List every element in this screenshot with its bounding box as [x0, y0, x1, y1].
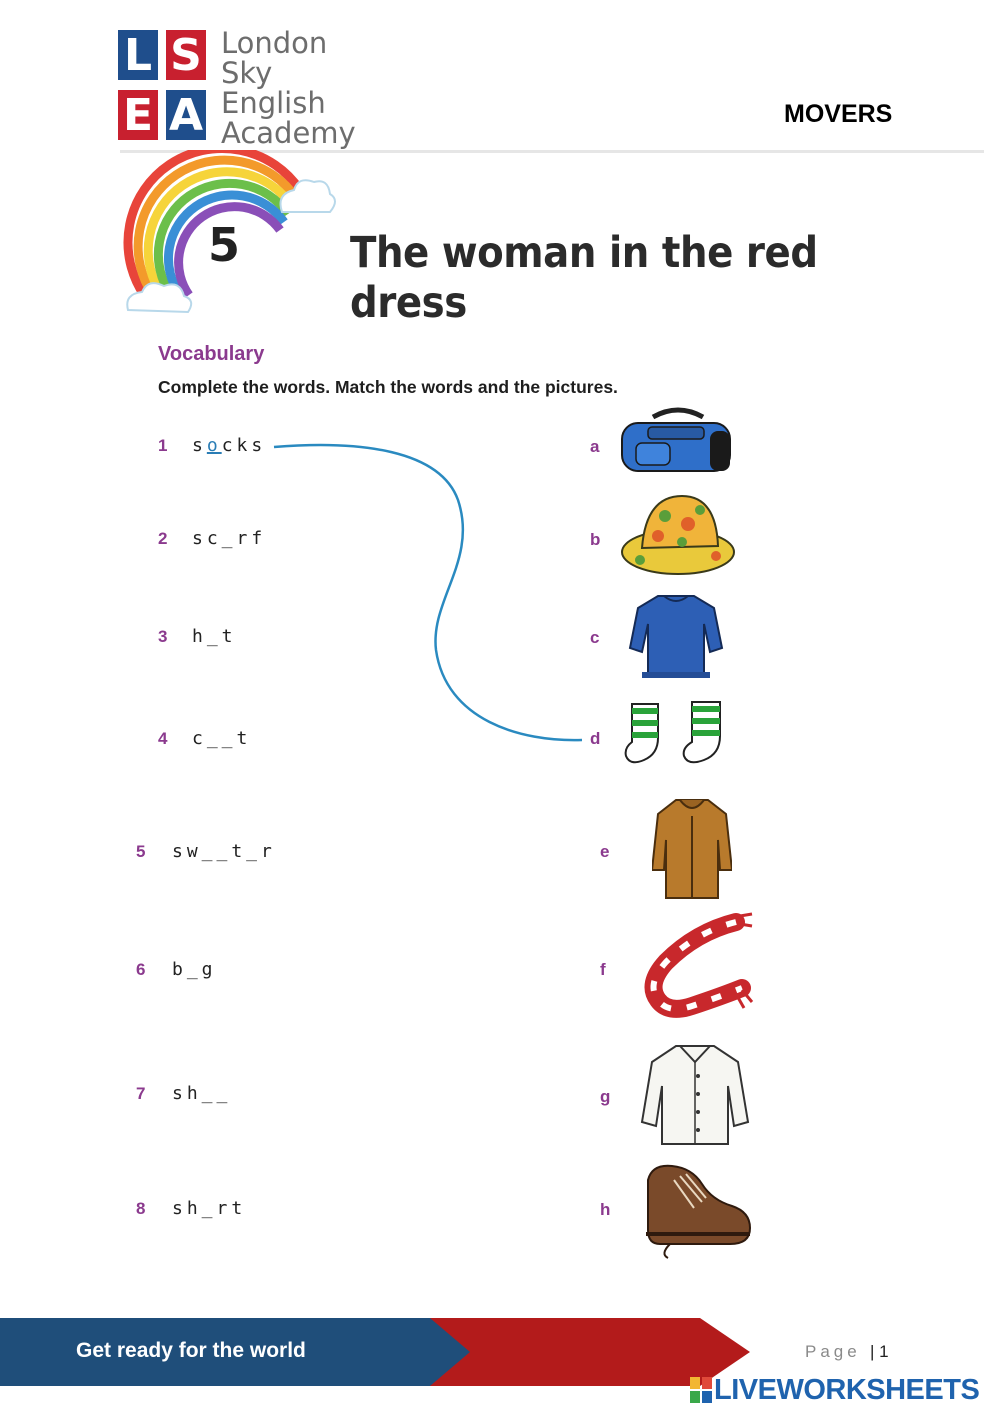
- shirt-icon[interactable]: [640, 1040, 750, 1148]
- item-word-8[interactable]: sh_rt: [172, 1198, 247, 1219]
- item-word-4[interactable]: c__t: [192, 728, 252, 749]
- picture-letter-d: d: [590, 729, 601, 748]
- instruction-text: Complete the words. Match the words and the pictures.: [158, 377, 618, 397]
- item-word-1-before: s: [192, 435, 207, 456]
- section-heading: Vocabulary: [158, 343, 265, 365]
- bag-icon[interactable]: [618, 405, 738, 477]
- item-word-6[interactable]: b_g: [172, 959, 217, 980]
- item-number-8: 8: [136, 1199, 146, 1218]
- page-number-value: 1: [879, 1342, 889, 1361]
- logo-line-academy: Academy: [221, 116, 356, 150]
- liveworksheets-text: LIVEWORKSHEETS: [714, 1373, 980, 1406]
- coat-icon[interactable]: [652, 796, 732, 902]
- logo-block-e: E: [118, 90, 158, 140]
- logo-line-london: London: [221, 26, 328, 60]
- item-word-2[interactable]: sc_rf: [192, 528, 267, 549]
- logo-line-sky: Sky: [221, 56, 273, 90]
- item-number-2: 2: [158, 529, 168, 548]
- logo-block-l: L: [118, 30, 158, 80]
- item-word-1: [192, 435, 266, 456]
- socks-icon[interactable]: [622, 698, 732, 770]
- level-label: MOVERS: [784, 100, 893, 128]
- page-number: [870, 1342, 889, 1362]
- item-word-3[interactable]: h_t: [192, 626, 237, 647]
- item-word-1-after: cks: [221, 435, 267, 456]
- sweater-icon[interactable]: [628, 590, 724, 680]
- item-number-4: 4: [158, 729, 168, 748]
- liveworksheets-logo-icon: [690, 1377, 712, 1403]
- item-number-3: 3: [158, 627, 168, 646]
- picture-letter-e: e: [600, 842, 610, 861]
- picture-letter-h: h: [600, 1200, 611, 1219]
- item-number-7: 7: [136, 1084, 146, 1103]
- hat-icon[interactable]: [620, 494, 736, 580]
- liveworksheets-brand[interactable]: [690, 1372, 979, 1408]
- page-separator: |: [870, 1342, 875, 1361]
- logo-block-s: S: [166, 30, 206, 80]
- logo-line-english: English: [221, 86, 326, 120]
- picture-letter-f: f: [600, 960, 606, 979]
- shoe-icon[interactable]: [640, 1160, 756, 1260]
- item-number-5: 5: [136, 842, 146, 861]
- picture-letter-a: a: [590, 437, 600, 456]
- item-word-7[interactable]: sh__: [172, 1083, 232, 1104]
- picture-letter-g: g: [600, 1087, 611, 1106]
- scarf-icon[interactable]: [636, 912, 754, 1020]
- picture-letter-b: b: [590, 530, 601, 549]
- logo-name: [221, 28, 356, 148]
- unit-number: 5: [208, 218, 241, 272]
- item-number-1: 1: [158, 436, 168, 455]
- item-word-5[interactable]: sw__t_r: [172, 841, 276, 862]
- picture-letter-c: c: [590, 628, 600, 647]
- item-number-6: 6: [136, 960, 146, 979]
- academy-logo: [118, 28, 368, 150]
- logo-block-a: A: [166, 90, 206, 140]
- unit-title: The woman in the red dress: [350, 228, 818, 328]
- footer-tagline: Get ready for the world: [76, 1339, 306, 1362]
- page-label: Page: [805, 1342, 861, 1361]
- item-word-1-filled-letter[interactable]: o: [206, 435, 222, 456]
